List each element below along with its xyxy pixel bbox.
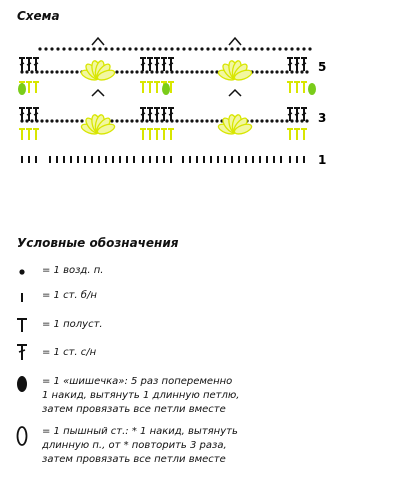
chain-dot xyxy=(270,119,273,122)
chain-dot xyxy=(260,119,263,122)
chain-dot xyxy=(40,119,43,122)
chain-dot xyxy=(210,70,213,73)
scheme-title: Схема xyxy=(17,9,60,23)
legend-item-bobble: = 1 «шишечка»: 5 раз попеременно 1 накид, вытянуть 1 длинную петлю, затем провязать все петли вместе xyxy=(42,376,240,415)
chain-dot xyxy=(25,119,28,122)
chain-dot xyxy=(135,119,138,122)
chain-dot xyxy=(224,47,227,50)
chain-dot xyxy=(218,47,221,50)
chain-dot xyxy=(120,119,123,122)
chain-dot xyxy=(38,47,41,50)
fan-top-arrow xyxy=(92,38,104,45)
chain-dot xyxy=(278,47,281,50)
chain-dot xyxy=(165,70,168,73)
chain-dot xyxy=(140,47,143,50)
dc-stitch-slash xyxy=(148,63,152,65)
chain-dot xyxy=(280,119,283,122)
dc-stitch-slash xyxy=(288,63,292,65)
chain-dot xyxy=(195,70,198,73)
chain-dot xyxy=(212,47,215,50)
chain-dot xyxy=(165,119,168,122)
chain-dot xyxy=(290,119,293,122)
fan-top-arrow xyxy=(92,90,104,96)
chain-dot xyxy=(265,119,268,122)
chain-dot xyxy=(295,119,298,122)
chain-dot xyxy=(254,47,257,50)
dc-stitch-slash xyxy=(155,63,159,65)
chain-dot xyxy=(284,47,287,50)
chain-dot xyxy=(30,70,33,73)
chain-dot xyxy=(74,47,77,50)
dc-stitch-slash xyxy=(27,113,31,115)
chain-dot xyxy=(270,70,273,73)
chain-dot xyxy=(134,47,137,50)
chain-dot xyxy=(215,119,218,122)
chain-dot xyxy=(45,70,48,73)
row-number-1: 1 xyxy=(318,153,327,167)
chain-dot xyxy=(80,47,83,50)
row-number-3: 3 xyxy=(318,111,327,125)
dc-stitch-slash xyxy=(162,113,166,115)
chain-dot xyxy=(170,47,173,50)
chain-dot xyxy=(302,47,305,50)
chain-dot xyxy=(40,70,43,73)
dc-stitch-slash xyxy=(20,113,24,115)
chain-dot-icon xyxy=(14,266,34,278)
chain-dot xyxy=(296,47,299,50)
chain-dot xyxy=(116,47,119,50)
chain-dot xyxy=(290,47,293,50)
chain-dot xyxy=(35,70,38,73)
chain-dot xyxy=(236,47,239,50)
chain-dot xyxy=(260,47,263,50)
dc-stitch-slash xyxy=(155,113,159,115)
chain-dot xyxy=(128,47,131,50)
chain-dot xyxy=(188,47,191,50)
chain-dot xyxy=(300,70,303,73)
chain-dot xyxy=(110,119,113,122)
chain-dot xyxy=(185,70,188,73)
chain-dot xyxy=(60,70,63,73)
chain-dot xyxy=(200,119,203,122)
chain-dot xyxy=(194,47,197,50)
bobble-filled-icon xyxy=(14,374,34,396)
chain-dot xyxy=(155,70,158,73)
chain-dot xyxy=(150,119,153,122)
row-number-5: 5 xyxy=(318,60,327,74)
chain-dot xyxy=(70,70,73,73)
chain-dot xyxy=(190,70,193,73)
chain-dot xyxy=(122,47,125,50)
chain-dot xyxy=(35,119,38,122)
chain-dot xyxy=(275,70,278,73)
chain-dot xyxy=(205,70,208,73)
chain-dot xyxy=(176,47,179,50)
chain-dot xyxy=(45,119,48,122)
chain-dot xyxy=(55,70,58,73)
chain-dot xyxy=(185,119,188,122)
chain-dot xyxy=(170,119,173,122)
chain-dot xyxy=(65,70,68,73)
chain-dot xyxy=(300,119,303,122)
chain-dot xyxy=(200,47,203,50)
fan-top-arrow xyxy=(229,90,241,96)
fan-top-arrow xyxy=(229,38,241,45)
dc-stitch-slash xyxy=(34,113,38,115)
chain-dot xyxy=(120,70,123,73)
chain-dot xyxy=(98,47,101,50)
chain-dot xyxy=(125,119,128,122)
dc-stitch-slash xyxy=(27,63,31,65)
chain-dot xyxy=(295,70,298,73)
chain-dot xyxy=(175,70,178,73)
chain-dot xyxy=(145,119,148,122)
double-crochet-icon xyxy=(14,342,34,362)
single-crochet-icon xyxy=(14,289,34,305)
legend-item-half-double-crochet: = 1 полуст. xyxy=(42,319,103,330)
chain-dot xyxy=(158,47,161,50)
legend-item-puff-stitch: = 1 пышный ст.: * 1 накид, вытянуть длинную п., от * повторить 3 раза, затем провязать все петли вместе xyxy=(42,426,238,465)
bobble xyxy=(162,83,170,95)
chain-dot xyxy=(135,70,138,73)
dc-stitch-slash xyxy=(169,63,173,65)
chain-dot xyxy=(195,119,198,122)
chain-dot xyxy=(205,119,208,122)
chain-dot xyxy=(70,119,73,122)
chain-dot xyxy=(75,119,78,122)
dc-stitch-slash xyxy=(302,63,306,65)
chain-dot xyxy=(150,70,153,73)
chain-dot xyxy=(56,47,59,50)
chain-dot xyxy=(206,47,209,50)
dc-stitch-slash xyxy=(148,113,152,115)
chain-dot xyxy=(152,47,155,50)
chain-dot xyxy=(160,70,163,73)
chain-dot xyxy=(275,119,278,122)
chain-dot xyxy=(75,70,78,73)
chain-dot xyxy=(140,119,143,122)
bobble xyxy=(18,83,26,95)
dc-stitch-slash xyxy=(162,63,166,65)
half-double-crochet-icon xyxy=(14,316,34,334)
chain-dot xyxy=(104,47,107,50)
legend-item-single-crochet: = 1 ст. б/н xyxy=(42,290,97,301)
chain-dot xyxy=(210,119,213,122)
chart-symbols xyxy=(18,38,316,163)
chain-dot xyxy=(265,70,268,73)
crochet-chart xyxy=(0,28,400,168)
chain-dot xyxy=(290,70,293,73)
chain-dot xyxy=(230,47,233,50)
dc-stitch-slash xyxy=(295,113,299,115)
dc-stitch-slash xyxy=(141,63,145,65)
chain-dot xyxy=(170,70,173,73)
dc-stitch-slash xyxy=(302,113,306,115)
chain-dot xyxy=(182,47,185,50)
chain-dot xyxy=(280,70,283,73)
chain-dot xyxy=(130,119,133,122)
chain-dot xyxy=(115,70,118,73)
chain-dot xyxy=(30,119,33,122)
chain-dot xyxy=(255,70,258,73)
chain-dot xyxy=(110,47,113,50)
chain-dot xyxy=(140,70,143,73)
chain-dot xyxy=(55,119,58,122)
chain-dot xyxy=(160,119,163,122)
chain-dot xyxy=(180,70,183,73)
chain-dot xyxy=(260,70,263,73)
chain-dot xyxy=(80,119,83,122)
chain-dot xyxy=(20,119,23,122)
chain-dot xyxy=(250,119,253,122)
chain-dot xyxy=(50,119,53,122)
chain-dot xyxy=(44,47,47,50)
legend-title: Условные обозначения xyxy=(17,236,179,250)
chain-dot xyxy=(50,70,53,73)
chain-dot xyxy=(305,119,308,122)
chain-dot xyxy=(242,47,245,50)
dc-stitch-slash xyxy=(20,63,24,65)
chain-dot xyxy=(200,70,203,73)
puff-stitch-icon xyxy=(14,425,34,449)
chain-dot xyxy=(92,47,95,50)
bobble xyxy=(308,83,316,95)
chain-dot xyxy=(130,70,133,73)
chain-dot xyxy=(50,47,53,50)
chain-dot xyxy=(272,47,275,50)
dc-stitch-slash xyxy=(141,113,145,115)
chain-dot xyxy=(175,119,178,122)
chain-dot xyxy=(68,47,71,50)
chain-dot xyxy=(305,70,308,73)
chain-dot xyxy=(146,47,149,50)
chain-dot xyxy=(86,47,89,50)
chain-dot xyxy=(248,47,251,50)
dc-stitch-slash xyxy=(34,63,38,65)
chain-dot xyxy=(20,70,23,73)
chain-dot xyxy=(65,119,68,122)
chain-dot xyxy=(60,119,63,122)
chain-dot xyxy=(255,119,258,122)
dc-stitch-slash xyxy=(288,113,292,115)
chain-dot xyxy=(180,119,183,122)
chain-dot xyxy=(155,119,158,122)
legend-item-chain: = 1 возд. п. xyxy=(42,265,104,276)
chain-dot xyxy=(266,47,269,50)
dc-stitch-slash xyxy=(169,113,173,115)
chain-dot xyxy=(145,70,148,73)
chain-dot xyxy=(62,47,65,50)
chain-dot xyxy=(164,47,167,50)
chain-dot xyxy=(115,119,118,122)
chain-dot xyxy=(308,47,311,50)
chain-dot xyxy=(285,119,288,122)
chain-dot xyxy=(25,70,28,73)
dc-stitch-slash xyxy=(295,63,299,65)
legend-item-double-crochet: = 1 ст. с/н xyxy=(42,347,97,358)
chain-dot xyxy=(285,70,288,73)
chain-dot xyxy=(190,119,193,122)
chain-dot xyxy=(125,70,128,73)
